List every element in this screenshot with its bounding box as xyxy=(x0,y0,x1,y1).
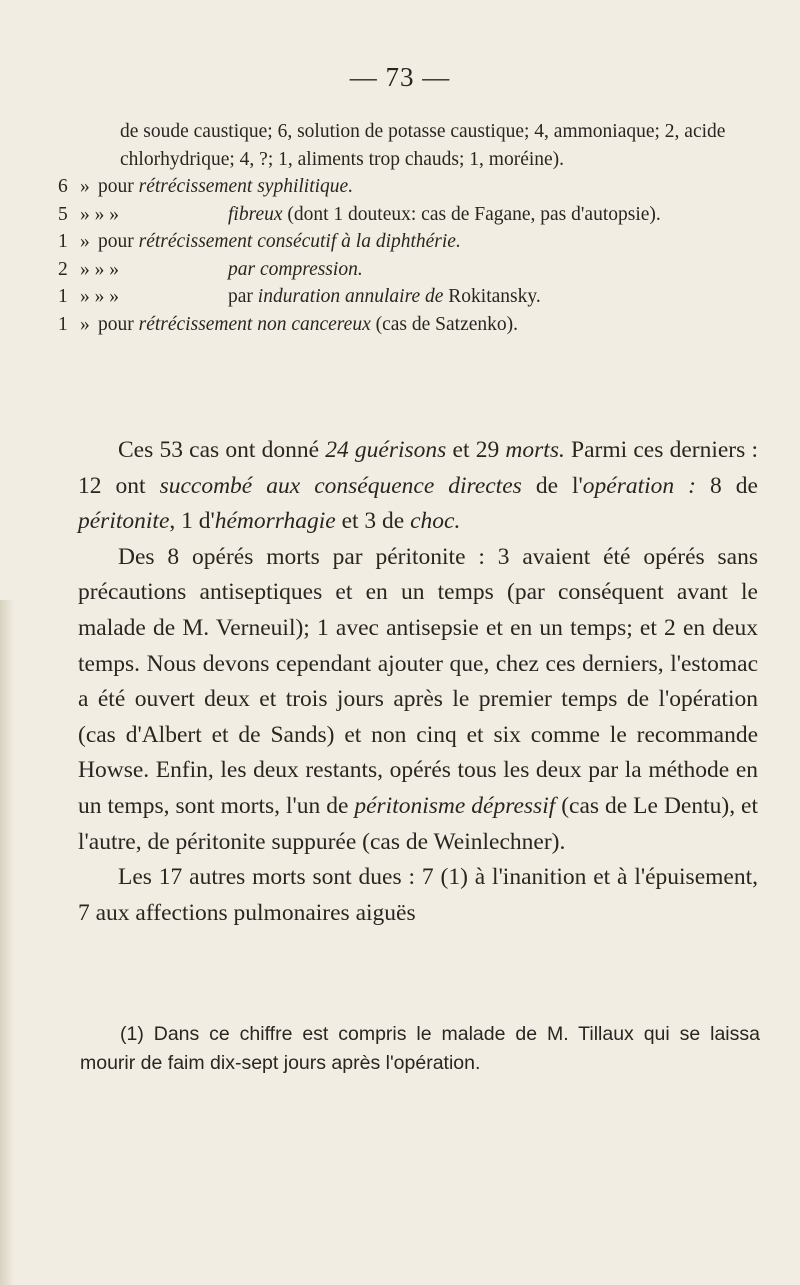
page-number: — 73 — xyxy=(349,62,451,92)
entry-count: 1 xyxy=(58,313,68,335)
entry-count: 1 xyxy=(58,231,68,252)
list-entry xyxy=(58,201,750,229)
entry-text: par compression. xyxy=(228,258,363,280)
entry-text: pour rétrécissement syphilitique. xyxy=(98,176,354,197)
entry-ditto: » » » xyxy=(80,286,119,307)
list-intro: de soude caustique; 6, solution de potasse caustique; 4, ammoniaque; 2, acide chlorhydrique; 4, ?; 1, aliments trop chauds; 1, moréine). xyxy=(120,121,726,170)
page-edge-shadow xyxy=(0,600,14,1285)
footnote-text: (1) Dans ce chiffre est compris le malade de M. Tillaux qui se laissa mourir de faim dix-sept jours après l'opération. xyxy=(80,1023,760,1074)
entry-count: 1 xyxy=(58,286,68,307)
list-entry xyxy=(58,256,750,284)
paragraph-peritonitis: Des 8 opérés morts par péritonite : 3 avaient été opérés sans précautions antiseptiques et en un temps (par conséquent avant le malade de M. Verneuil); 1 avec antisepsie et en un temps; et 2 en deux temps. Nous devons cependant ajouter que, chez ces derniers, l'estomac a été ouvert deux et trois jours après le premier temps de l'opération (cas d'Albert et de Sands) et non cinq et six comme le recommande Howse. Enfin, les deux restants, opérés tous les deux par la méthode en un temps, sont morts, l'un de péritonisme dépressif (cas de Le Dentu), et l'autre, de péritonite suppurée (cas de Weinlechner). xyxy=(78,543,758,855)
list-entry xyxy=(58,283,750,311)
entry-text: par induration annulaire de Rokitansky. xyxy=(228,286,541,307)
entry-ditto: » xyxy=(80,231,90,252)
entry-count: 6 xyxy=(58,176,68,197)
entry-text: fibreux (dont 1 douteux: cas de Fagane, pas d'autopsie). xyxy=(228,203,661,225)
entry-count: 5 xyxy=(58,203,68,225)
entry-count: 2 xyxy=(58,258,68,280)
entry-text: pour rétrécissement non cancereux (cas de Satzenko). xyxy=(98,313,519,335)
paragraph-other-deaths: Les 17 autres morts sont dues : 7 (1) à l'inanition et à l'épuisement, 7 aux affections pulmonaires aiguës xyxy=(78,864,758,926)
footnote xyxy=(80,1020,760,1078)
case-list xyxy=(58,118,750,338)
list-entry xyxy=(58,228,750,256)
body-text xyxy=(78,433,758,931)
entry-ditto: » xyxy=(80,176,90,197)
entry-ditto: » xyxy=(80,313,90,335)
entry-ditto: » » » xyxy=(80,258,119,280)
list-entry xyxy=(58,311,750,339)
list-entry xyxy=(58,173,750,201)
entry-text: pour rétrécissement consécutif à la diphthérie. xyxy=(98,231,461,252)
paragraph-results: Ces 53 cas ont donné 24 guérisons et 29 morts. Parmi ces derniers : 12 ont succombé aux conséquence directes de l'opération : 8 de péritonite, 1 d'hémorrhagie et 3 de choc. xyxy=(78,437,759,535)
list-entries xyxy=(58,173,750,338)
entry-ditto: » » » xyxy=(80,203,119,225)
